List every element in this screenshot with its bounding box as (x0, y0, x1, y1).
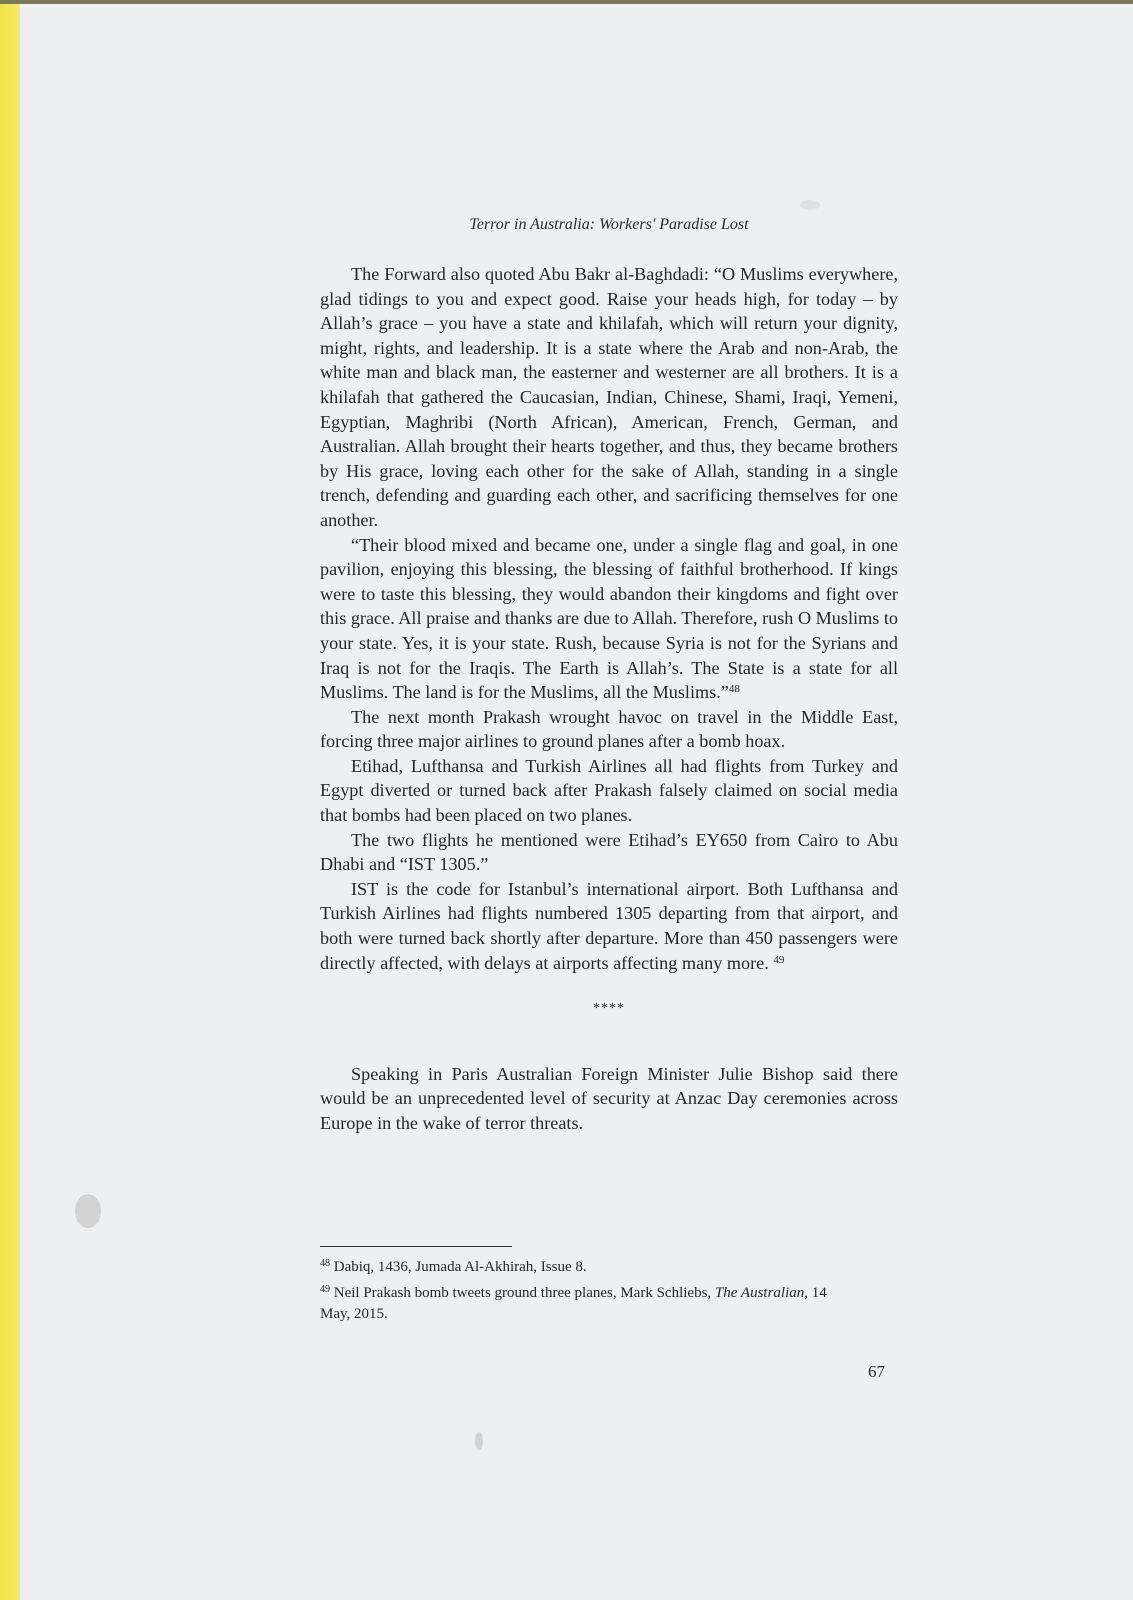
paragraph: Speaking in Paris Australian Foreign Minister Julie Bishop said there would be an unprecedented level of security at Anzac Day ceremonies across Europe in the wake of terror threats. (320, 1063, 898, 1133)
paragraph: The next month Prakash wrought havoc on travel in the Middle East, forcing three major airlines to ground planes after a bomb hoax. (320, 706, 898, 752)
footnote-number: 48 (320, 1258, 330, 1269)
footnote-number: 49 (320, 1284, 330, 1295)
footnotes (320, 1257, 860, 1330)
page-number: 67 (868, 1362, 885, 1381)
footnote-publication: The Australian (714, 1285, 805, 1301)
footnote (320, 1257, 860, 1278)
footnote (320, 1283, 860, 1325)
paragraph: “Their blood mixed and became one, under a single flag and goal, in one pavilion, enjoying this blessing, the blessing of faithful brotherhood. If kings were to taste this blessing, they would abandon their kingdoms and fight over this grace. All praise and thanks are due to Allah. Therefore, rush O Muslims to your state. Yes, it is your state. Rush, because Syria is not for the Syrians and Iraq is not for the Iraqis. The Earth is Allah’s. The State is a state for all Muslims. The land is for the Muslims, all the Muslims.”$^{48}$ (320, 534, 898, 703)
footnote-text: Neil Prakash bomb tweets ground three planes, Mark Schliebs, (333, 1285, 715, 1301)
paragraph: The two flights he mentioned were Etihad’s EY650 from Cairo to Abu Dhabi and “IST 1305.” (320, 829, 898, 875)
paragraph: Etihad, Lufthansa and Turkish Airlines all had flights from Turkey and Egypt diverted or turned back after Prakash falsely claimed on social media that bombs had been placed on two planes. (320, 755, 898, 826)
footnote-rule (320, 1246, 512, 1247)
footnote-ref: 49 (773, 953, 785, 966)
page-edge (0, 0, 22, 1600)
footnote-text: Dabiq, 1436, Jumada Al-Akhirah, Issue 8. (333, 1259, 587, 1275)
paragraph: The Forward also quoted Abu Bakr al-Baghdadi: “O Muslims everywhere, glad tidings to you and expect good. Raise your heads high, for today – by Allah’s grace – you have a state and khilafah, which will return your dignity, might, rights, and leadership. It is a state where the Arab and non-Arab, the white man and black man, the easterner and westerner are all brothers. It is a khilafah that gathered the Caucasian, Indian, Chinese, Shami, Iraqi, Yemeni, Egyptian, Maghribi (North African), American, French, German, and Australian. Allah brought their hearts together, and thus, they became brothers by His grace, loving each other for the sake of Allah, standing in a single trench, defending and guarding each other, and sacrificing themselves for one another. (320, 264, 898, 530)
footnote-ref: 48 (728, 683, 740, 696)
body-text (320, 262, 898, 1136)
footnote-tail: , 14 May, 2015. (320, 1285, 827, 1322)
paragraph: IST is the code for Istanbul’s international airport. Both Lufthansa and Turkish Airlines had flights numbered 1305 departing from that airport, and both were turned back shortly after departure. More than 450 passengers were directly affected, with delays at airports affecting many more. $^{49}$ (320, 878, 898, 973)
running-head: Terror in Australia: Workers' Paradise Lost (469, 216, 749, 233)
section-separator: **** (593, 1001, 625, 1017)
